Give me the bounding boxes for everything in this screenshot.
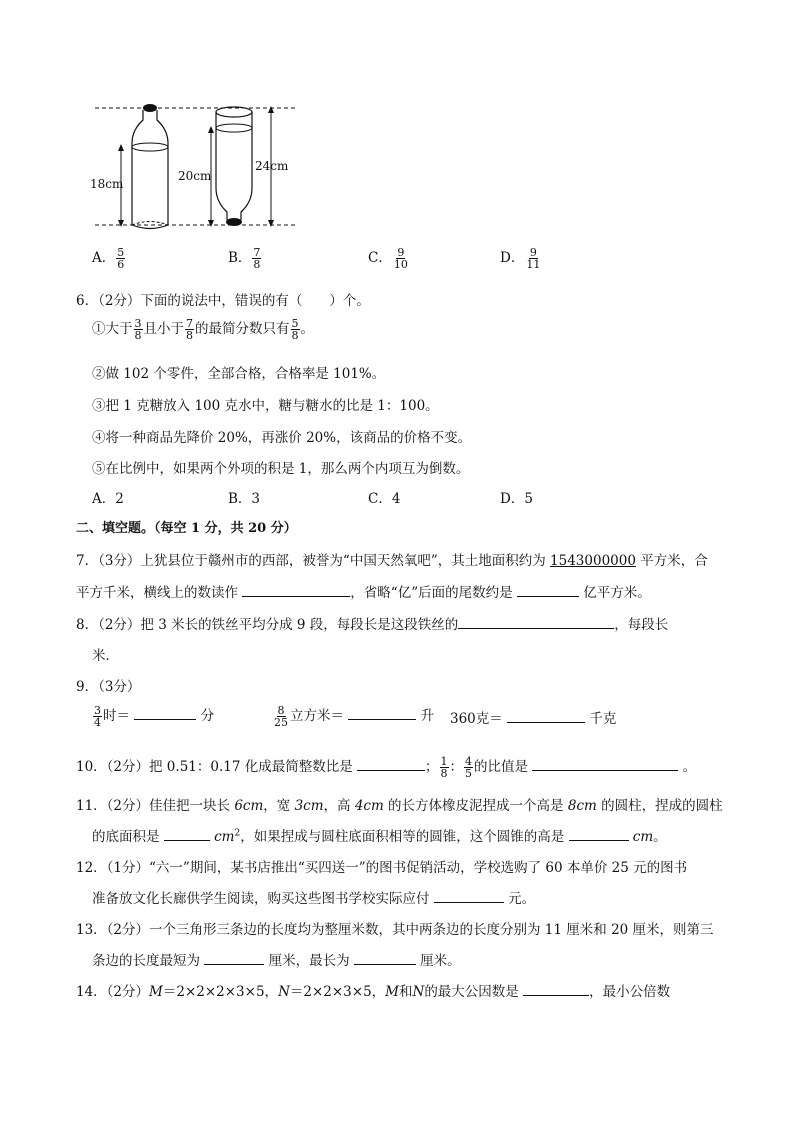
q10-blank-1[interactable] <box>357 756 425 771</box>
q9-part-b: $\frac{8}{25}$ 立方米＝ 升 <box>274 704 435 729</box>
q6-option-d[interactable]: D．5 <box>500 491 533 507</box>
q12-line-1: 12．（1分）“六一”期间，某书店推出“买四送一”的图书促销活动，学校选购了 60 本单价 25 元的图书 <box>76 860 688 876</box>
q9-blank-a[interactable] <box>134 705 196 720</box>
q13-line-1: 13．（2分）一个三角形三条边的长度均为整厘米数，其中两条边的长度分别为 11 厘米和 20 厘米，则第三 <box>76 922 714 938</box>
q7-line-2: 平方千米，横线上的数读作 ，省略“亿”后面的尾数约是 亿平方米。 <box>76 581 651 601</box>
q11-line-2: 的底面积是 $cm^2$，如果捏成与圆柱底面积相等的圆锥，这个圆锥的高是 cm。 <box>92 825 667 845</box>
q6-statement-4: ④将一种商品先降价 20%，再涨价 20%，该商品的价格不变。 <box>92 430 472 446</box>
q6-statement-5: ⑤在比例中，如果两个外项的积是 1，那么两个内项互为倒数。 <box>92 461 470 477</box>
q10-blank-2[interactable] <box>532 756 678 771</box>
q14-blank-1[interactable] <box>523 981 589 996</box>
q6-option-a[interactable]: A．2 <box>92 491 124 507</box>
q6-statement-1: ①大于 $\frac{3}{8}$ 且小于 $\frac{7}{8}$ 的最简分数只有 $\frac{5}{8}$ 。 <box>92 317 314 342</box>
q11-blank-2[interactable] <box>569 826 629 841</box>
label-18cm: 18cm <box>90 177 124 191</box>
label-24cm: 24cm <box>255 159 289 173</box>
q14-line-1: 14．（2分）M＝2×2×2×3×5，N＝2×2×3×5，M和N的最大公因数是 ，最小公倍数 <box>76 980 670 1000</box>
q5-option-c[interactable]: C． $\frac{9}{10}$ <box>368 246 408 271</box>
q7-area-number: 1543000000 <box>550 553 636 569</box>
q8-blank-1[interactable] <box>458 614 614 629</box>
q7-line-1: 7．（3分）上犹县位于赣州市的西部，被誉为“中国天然氧吧”，其土地面积约为 1543000000 平方米，合 <box>76 553 708 569</box>
q9-blank-c[interactable] <box>507 708 585 723</box>
q9-stem: 9．（3分） <box>76 679 141 695</box>
q5-option-d[interactable]: D． $\frac{9}{11}$ <box>500 246 541 271</box>
q13-blank-2[interactable] <box>354 950 416 965</box>
q6-stem: 6．（2分）下面的说法中，错误的有（ ）个。 <box>76 293 370 309</box>
q6-statement-2: ②做 102 个零件，全部合格，合格率是 101%。 <box>92 366 386 382</box>
section-2-heading: 二、填空题。（每空 1 分，共 20 分） <box>76 521 297 536</box>
q12-blank[interactable] <box>434 888 504 903</box>
q9-blank-b[interactable] <box>348 705 416 720</box>
q13-line-2: 条边的长度最短为 厘米，最长为 厘米。 <box>92 949 461 969</box>
q9-part-a: $\frac{3}{4}$ 时＝ 分 <box>94 704 215 729</box>
q8-line-2: 米． <box>92 648 119 664</box>
label-20cm: 20cm <box>178 169 212 183</box>
q6-statement-3: ③把 1 克糖放入 100 克水中，糖与糖水的比是 1：100。 <box>92 398 439 414</box>
right-bottle <box>216 107 252 226</box>
q10-line: 10．（2分）把 0.51：0.17 化成最简整数比是 ； $\frac{1}{8}$ ： $\frac{4}{5}$ 的比值是 。 <box>76 755 697 780</box>
q9-part-c: 360克＝ 千克 <box>450 707 616 727</box>
left-bottle <box>132 104 168 229</box>
q7-blank-1[interactable] <box>242 582 350 597</box>
q6-option-c[interactable]: C．4 <box>368 491 401 507</box>
q8-line-1: 8．（2分）把 3 米长的铁丝平均分成 9 段，每段长是这段铁丝的 ，每段长 <box>76 613 668 633</box>
q11-line-1: 11．（2分）佳佳把一块长 6cm，宽 3cm，高 4cm 的长方体橡皮泥捏成一个高是 8cm 的圆柱，捏成的圆柱 <box>76 798 723 814</box>
q5-options <box>92 242 692 282</box>
q5-option-a[interactable]: A． $\frac{5}{6}$ <box>92 246 125 271</box>
q6-option-b[interactable]: B．3 <box>228 491 261 507</box>
bottles-figure <box>90 98 300 233</box>
q13-blank-1[interactable] <box>204 950 264 965</box>
q5-option-b[interactable]: B． $\frac{7}{8}$ <box>228 246 261 271</box>
q7-blank-2[interactable] <box>517 582 579 597</box>
q11-blank-1[interactable] <box>164 826 210 841</box>
q12-line-2: 准备放文化长廊供学生阅读，购买这些图书学校实际应付 元。 <box>92 887 535 907</box>
